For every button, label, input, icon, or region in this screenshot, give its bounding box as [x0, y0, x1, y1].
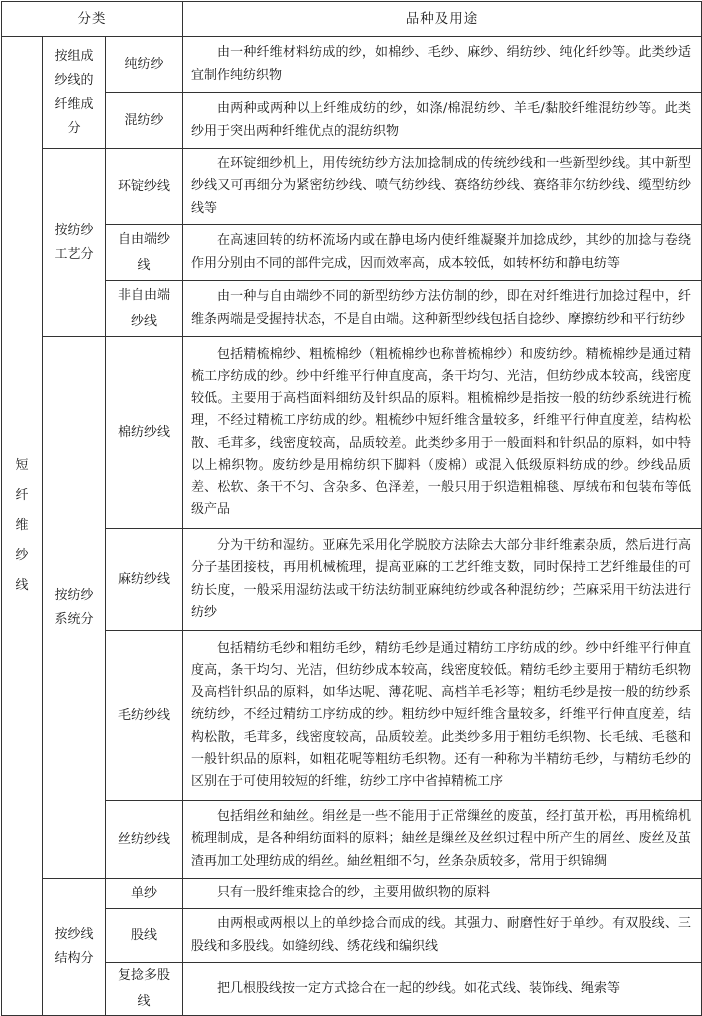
row-description: 只有一股纤维束捻合的纱，主要用做织物的原料 [217, 885, 491, 901]
row-description: 分为干纺和湿纺。亚麻先采用化学脱胶方法除去大部分非纤维素杂质，然后进行高分子基团接枝，再用机械梳理，提高亚麻的工艺纤维支数，同时保持工艺纤维最佳的可纺长度，一般采用湿纺法或干纺法纺制亚麻纯纺纱或各种混纺纱；苎麻采用干纺法进行纺纱 [191, 538, 691, 620]
table-row [2, 281, 702, 337]
group-yarn-structure: 按纱线结构分 [43, 879, 106, 1016]
table-row [2, 337, 702, 529]
row-name: 自由端纱线 [106, 225, 183, 281]
table-row [2, 879, 702, 909]
row-description: 由一种与自由端纱不同的新型纺纱方法仿制的纱，即在对纤维进行加捻过程中，纤维条两端是受握持状态，不是自由端。这种新型纱线包括自捻纱、摩擦纺纱和平行纺纱 [191, 289, 691, 327]
table-row [2, 149, 702, 225]
group-spinning-system: 按纺纱系统分 [43, 337, 106, 879]
row-description: 由一种纤维材料纺成的纱，如棉纱、毛纱、麻纱、绢纺纱、纯化纤纱等。此类纱适宜制作纯纺织物 [191, 45, 691, 83]
table-row [2, 963, 702, 1016]
row-description: 由两种或两种以上纤维成纺的纱，如涤/棉混纺纱、羊毛/黏胶纤维混纺纱等。此类纱用于突出两种纤维优点的混纺织物 [191, 101, 691, 139]
header-varieties-uses: 品种及用途 [183, 2, 702, 37]
table-row [2, 529, 702, 631]
row-name: 复捻多股线 [106, 963, 183, 1016]
row-name: 非自由端纱线 [106, 281, 183, 337]
row-name: 纯纺纱 [106, 37, 183, 93]
row-name: 棉纺纱线 [106, 337, 183, 529]
row-name: 麻纺纱线 [106, 529, 183, 631]
table-row [2, 909, 702, 963]
table-row [2, 37, 702, 93]
row-description: 包括精梳棉纱、粗梳棉纱（粗梳棉纱也称普梳棉纱）和废纺纱。精梳棉纱是通过精梳工序纺成的纱。纱中纤维平行伸直度高，条干均匀、光洁，但纺纱成本较高，线密度较低。主要用于高档面料细纺及针织品的原料。粗梳棉纱是指按一般的纺纱系统进行梳理，不经过精梳工序纺成的纱。粗梳纱中短纤维含量较多，纤维平行伸直度差，结构松散、毛茸多，线密度较高，品质较差。此类纱多用于一般面料和针织品的原料，如中特以上棉织物。废纺纱是用棉纺织下脚料（废棉）或混入低级原料纺成的纱。纱线品质差、松软、条干不匀、含杂多、色泽差，一般只用于织造粗棉毯、厚绒布和包装布等低级产品 [191, 346, 691, 518]
row-description: 包括精纺毛纱和粗纺毛纱，精纺毛纱是通过精纺工序纺成的纱。纱中纤维平行伸直度高，条干均匀、光洁，但纺纱成本较高，线密度较低。精纺毛纱主要用于精纺毛织物及高档针织品的原料，如华达呢、薄花呢、高档羊毛衫等；粗纺毛纱是按一般的纺纱系统纺纱，不经过精纺工序纺成的纱。粗纺纱中短纤维含量较多，纤维平行伸直度差，结构松散，毛茸多，线密度较高，品质较差。此类纱多用于粗纺毛织物、长毛绒、毛毯和一般针织品的原料，如粗花呢等粗纺毛织物。还有一种称为半精纺毛纱，与精纺毛纱的区别在于可使用较短的纤维，纺纱工序中省掉精梳工序 [191, 640, 691, 789]
header-category: 分类 [2, 2, 183, 37]
table-row [2, 631, 702, 801]
row-name: 股线 [106, 909, 183, 963]
row-name: 混纺纱 [106, 93, 183, 149]
table-row [2, 93, 702, 149]
row-description: 在环锭细纱机上，用传统纺纱方法加捻制成的传统纱线和一些新型纱线。其中新型纱线又可再细分为紧密纺纱线、喷气纺纱线、赛络纺纱线、赛络菲尔纺纱线、缆型纺纱线等 [191, 156, 691, 216]
group-fiber-composition: 按组成纱线的纤维成分 [43, 37, 106, 149]
row-name: 丝纺纱线 [106, 801, 183, 879]
table-row [2, 225, 702, 281]
row-name: 单纱 [106, 879, 183, 909]
header-row [2, 2, 702, 37]
row-name: 环锭纱线 [106, 149, 183, 225]
row-description: 在高速回转的纺杯流场内或在静电场内使纤维凝聚并加捻成纱，其纱的加捻与卷绕作用分别由不同的部件完成，因而效率高，成本较低，如转杯纺和静电纺等 [191, 233, 691, 271]
row-description: 由两根或两根以上的单纱捻合而成的线。其强力、耐磨性好于单纱。有双股线、三股线和多股线。如缝纫线、绣花线和编织线 [191, 916, 691, 954]
group-spinning-process: 按纺纱工艺分 [43, 149, 106, 337]
row-name: 毛纺纱线 [106, 631, 183, 801]
yarn-classification-table [1, 1, 702, 1016]
top-category-cell: 短纤维纱线 [2, 37, 43, 1016]
row-description: 把几根股线按一定方式捻合在一起的纱线。如花式线、装饰线、绳索等 [217, 980, 621, 996]
table-row [2, 801, 702, 879]
row-description: 包括绢丝和紬丝。绢丝是一些不能用于正常缫丝的废茧，经打茧开松，再用梳绵机梳理制成，是各种绢纺面料的原料；紬丝是缫丝及丝织过程中所产生的屑丝、废丝及茧渣再加工处理纺成的绢丝。紬丝粗细不匀，丝条杂质较多，常用于织锦绸 [191, 809, 691, 869]
